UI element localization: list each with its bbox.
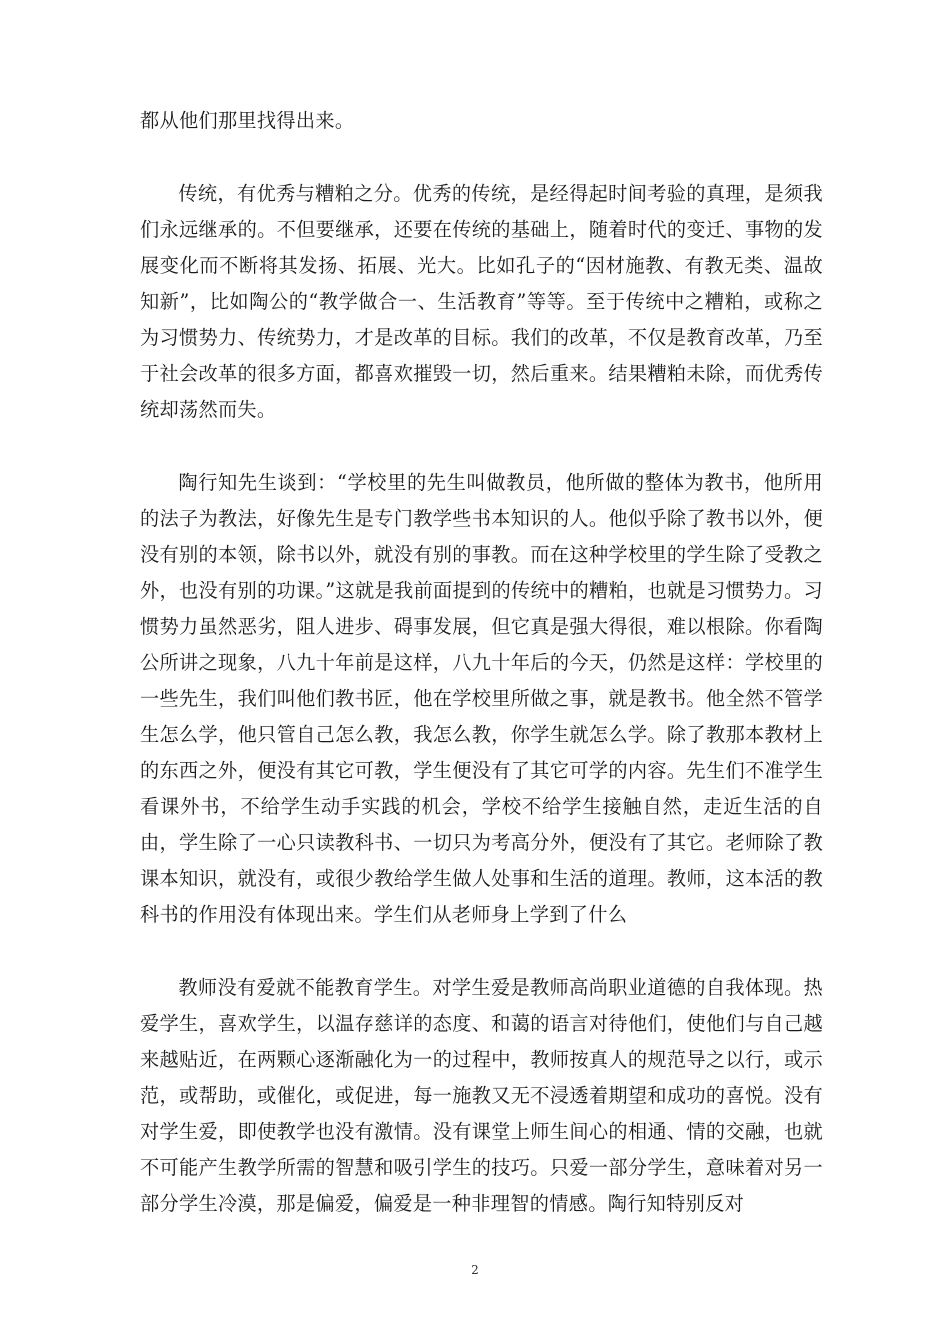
page-number: 2 (471, 1263, 479, 1277)
paragraph-teacher-love: 教师没有爱就不能教育学生。对学生爱是教师高尚职业道德的自我体现。热爱学生，喜欢学生，以温存慈详的态度、和蔼的语言对待他们，使他们与自己越来越贴近，在两颗心逐渐融化为一的过程中，教师按真人的规范导之以行，或示范，或帮助，或催化，或促进，每一施教又无不浸透着期望和成功的喜悦。没有对学生爱，即使教学也没有激情。没有课堂上师生间心的相通、情的交融，也就不可能产生教学所需的智慧和吸引学生的技巧。只爱一部分学生，意味着对另一部分学生冷漠，那是偏爱，偏爱是一种非理智的情感。陶行知特别反对 (140, 976, 823, 1215)
document-body (140, 103, 823, 1259)
paragraph-tao-xingzhi-quote: 陶行知先生谈到：“学校里的先生叫做教员，他所做的整体为教书，他所用的法子为教法，好像先生是专门教学些书本知识的人。他似乎除了教书以外，便没有别的本领，除书以外，就没有别的事教。而在这种学校里的学生除了受教之外，也没有别的功课。”这就是我前面提到的传统中的糟粕，也就是习惯势力。习惯势力虽然恶劣，阻人进步、碍事发展，但它真是强大得很，难以根除。你看陶公所讲之现象，八九十年前是这样，八九十年后的今天，仍然是这样：学校里的一些先生，我们叫他们教书匠，他在学校里所做之事，就是教书。他全然不管学生怎么学，他只管自己怎么教，我怎么教，你学生就怎么学。除了教那本教材上的东西之外，便没有其它可教，学生便没有了其它可学的内容。先生们不准学生看课外书，不给学生动手实践的机会，学校不给学生接触自然，走近生活的自由，学生除了一心只读教科书、一切只为考高分外，便没有了其它。老师除了教课本知识，就没有，或很少教给学生做人处事和生活的道理。教师，这本活的教科书的作用没有体现出来。学生们从老师身上学到了什么 (140, 471, 823, 926)
paragraph-continuation: 都从他们那里找得出来。 (140, 109, 355, 132)
paragraph-tradition: 传统，有优秀与糟粕之分。优秀的传统，是经得起时间考验的真理，是须我们永远继承的。不但要继承，还要在传统的基础上，随着时代的变迁、事物的发展变化而不断将其发扬、拓展、光大。比如孔子的“因材施教、有教无类、温故知新”，比如陶公的“教学做合一、生活教育”等等。至于传统中之糟粕，或称之为习惯势力、传统势力，才是改革的目标。我们的改革，不仅是教育改革，乃至于社会改革的很多方面，都喜欢摧毁一切，然后重来。结果糟粕未除，而优秀传统却荡然而失。 (140, 182, 823, 421)
